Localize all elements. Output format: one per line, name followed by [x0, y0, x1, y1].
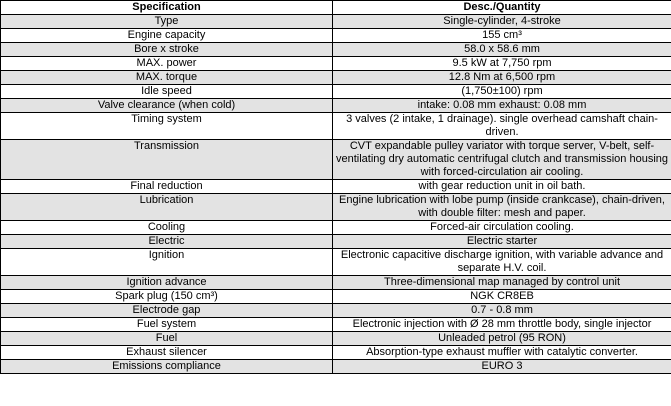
spec-value-cell: NGK CR8EB: [333, 290, 671, 304]
spec-name-cell: Ignition advance: [1, 276, 333, 290]
table-row: [1, 290, 671, 304]
table-row: [1, 99, 671, 113]
spec-value-cell: 3 valves (2 intake, 1 drainage). single overhead camshaft chain-driven.: [333, 113, 671, 140]
spec-value-cell: Absorption-type exhaust muffler with catalytic converter.: [333, 346, 671, 360]
table-row: [1, 85, 671, 99]
spec-value-cell: Electronic injection with Ø 28 mm throttle body, single injector: [333, 318, 671, 332]
table-row: [1, 57, 671, 71]
table-row: [1, 276, 671, 290]
spec-value-cell: intake: 0.08 mm exhaust: 0.08 mm: [333, 99, 671, 113]
spec-value-cell: Unleaded petrol (95 RON): [333, 332, 671, 346]
table-row: [1, 113, 671, 140]
spec-name-cell: Transmission: [1, 140, 333, 180]
table-row: [1, 360, 671, 374]
spec-name-cell: Electrode gap: [1, 304, 333, 318]
table-row: [1, 140, 671, 180]
spec-name-cell: Spark plug (150 cm³): [1, 290, 333, 304]
spec-value-cell: 12.8 Nm at 6,500 rpm: [333, 71, 671, 85]
spec-value-cell: Three-dimensional map managed by control unit: [333, 276, 671, 290]
spec-value-cell: 9.5 kW at 7,750 rpm: [333, 57, 671, 71]
table-body: [1, 15, 671, 374]
spec-value-cell: (1,750±100) rpm: [333, 85, 671, 99]
spec-name-cell: MAX. torque: [1, 71, 333, 85]
spec-value-cell: 0.7 - 0.8 mm: [333, 304, 671, 318]
spec-name-cell: Electric: [1, 235, 333, 249]
spec-value-cell: Electronic capacitive discharge ignition, with variable advance and separate H.V. coil.: [333, 249, 671, 276]
table-row: [1, 235, 671, 249]
spec-name-cell: Fuel system: [1, 318, 333, 332]
table-row: [1, 15, 671, 29]
table-row: [1, 71, 671, 85]
header-row: [1, 1, 671, 15]
spec-name-cell: Engine capacity: [1, 29, 333, 43]
spec-name-cell: Final reduction: [1, 180, 333, 194]
table-row: [1, 180, 671, 194]
spec-name-cell: MAX. power: [1, 57, 333, 71]
spec-name-cell: Exhaust silencer: [1, 346, 333, 360]
table-row: [1, 221, 671, 235]
spec-value-cell: with gear reduction unit in oil bath.: [333, 180, 671, 194]
spec-name-cell: Emissions compliance: [1, 360, 333, 374]
spec-value-cell: Single-cylinder, 4-stroke: [333, 15, 671, 29]
table-row: [1, 43, 671, 57]
spec-value-cell: Forced-air circulation cooling.: [333, 221, 671, 235]
table-row: [1, 304, 671, 318]
table-row: [1, 346, 671, 360]
spec-name-cell: Fuel: [1, 332, 333, 346]
spec-value-cell: CVT expandable pulley variator with torque server, V-belt, self-ventilating dry automatic centrifugal clutch and transmission housing with forced-circulation air cooling.: [333, 140, 671, 180]
spec-name-cell: Idle speed: [1, 85, 333, 99]
spec-value-cell: 58.0 x 58.6 mm: [333, 43, 671, 57]
spec-name-cell: Timing system: [1, 113, 333, 140]
table-row: [1, 194, 671, 221]
spec-name-cell: Lubrication: [1, 194, 333, 221]
table-row: [1, 249, 671, 276]
column-header-specification: Specification: [1, 1, 333, 15]
spec-name-cell: Ignition: [1, 249, 333, 276]
spec-name-cell: Cooling: [1, 221, 333, 235]
table-row: [1, 29, 671, 43]
table-row: [1, 332, 671, 346]
spec-value-cell: 155 cm³: [333, 29, 671, 43]
spec-value-cell: EURO 3: [333, 360, 671, 374]
spec-value-cell: Engine lubrication with lobe pump (inside crankcase), chain-driven, with double filter: mesh and paper.: [333, 194, 671, 221]
column-header-desc-quantity: Desc./Quantity: [333, 1, 671, 15]
spec-name-cell: Bore x stroke: [1, 43, 333, 57]
spec-value-cell: Electric starter: [333, 235, 671, 249]
table-row: [1, 318, 671, 332]
spec-name-cell: Type: [1, 15, 333, 29]
spec-name-cell: Valve clearance (when cold): [1, 99, 333, 113]
